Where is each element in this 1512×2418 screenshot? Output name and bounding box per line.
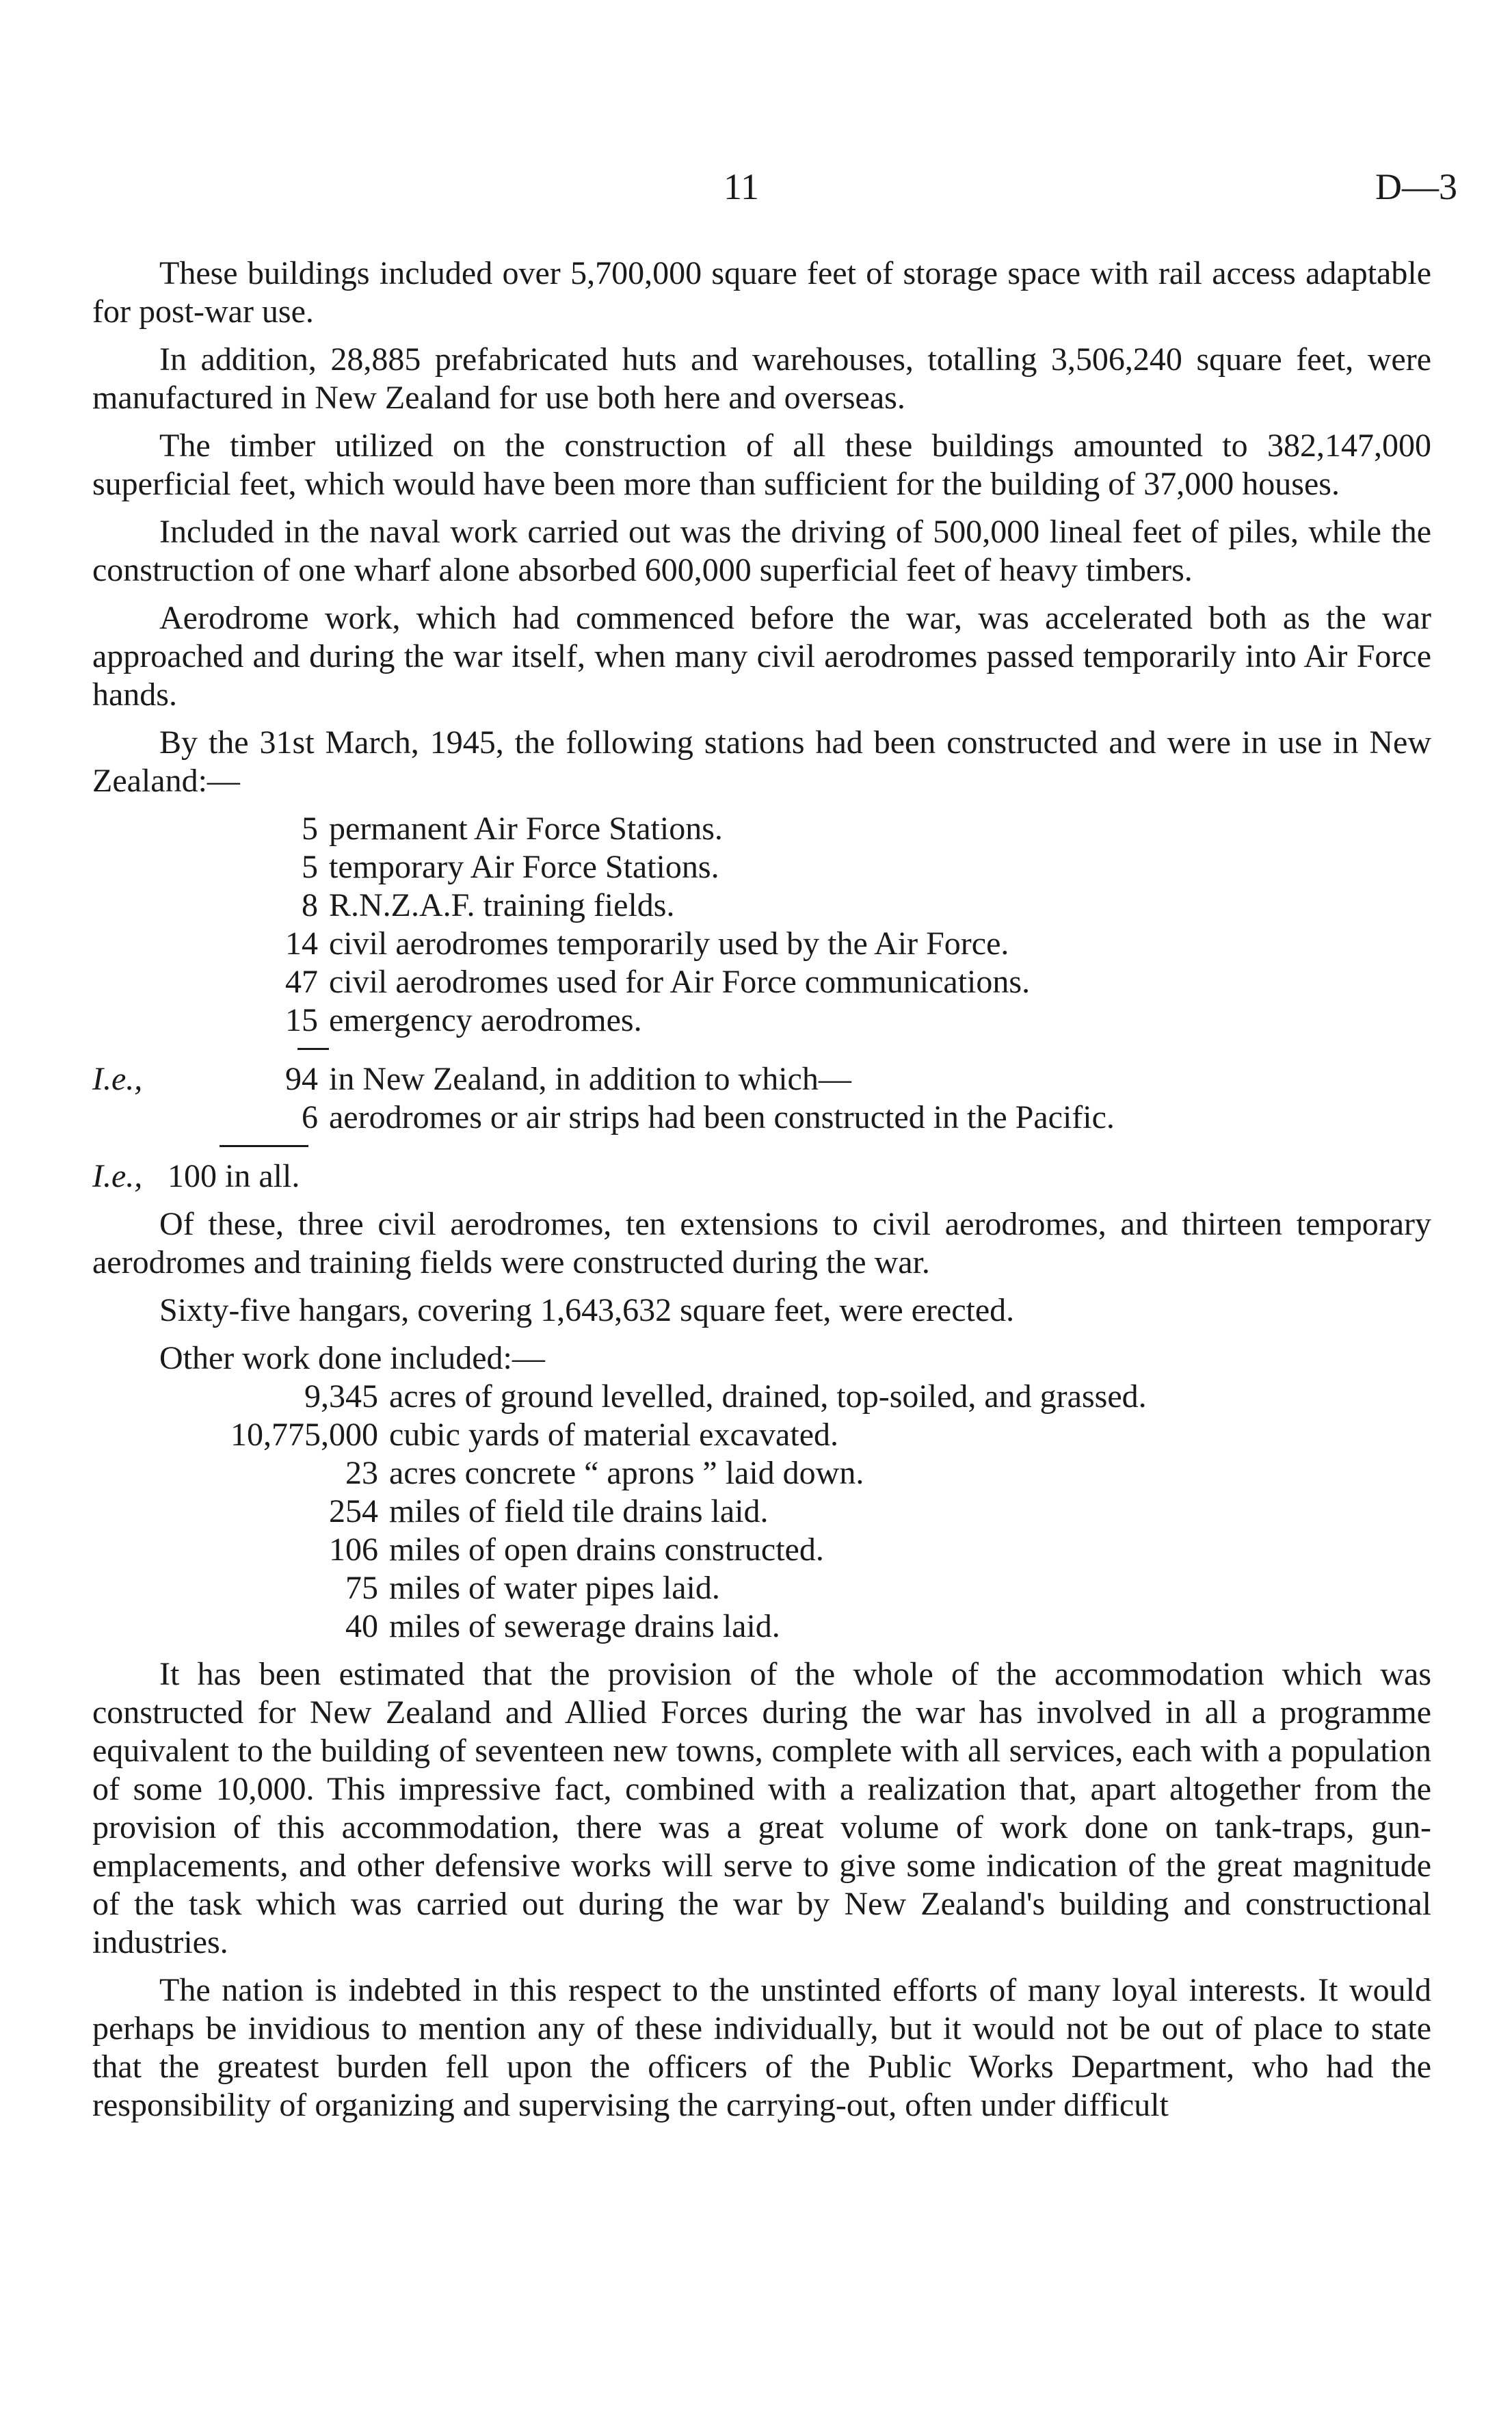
document-body [92,254,1431,2134]
works-list [92,1378,1431,1646]
all-total-text: 100 in all. [168,1158,300,1194]
work-description: acres of ground levelled, drained, top-soiled, and grassed. [389,1378,1147,1415]
work-quantity: 40 [345,1608,378,1644]
list-item [92,1099,1431,1137]
work-quantity: 9,345 [304,1378,378,1415]
list-item [92,1001,1431,1040]
paragraph: It has been estimated that the provision of the whole of the accommodation which was constructed for New Zealand and Allied Forces during the war has involved in all a programme equivalent to the building of seventeen new towns, complete with all services, each with a population of some 10,000. This impressive fact, combined with a realization that, apart altogether from the provision of this accommodation, there was a great volume of work done on tank-traps, gun-emplacements, and other defensive works will serve to give some indication of the great magnitude of the task which was carried out during the war by New Zealand's building and constructional industries. [92,1656,1431,1960]
work-quantity: 23 [345,1455,378,1491]
work-description: cubic yards of material excavated. [389,1417,838,1453]
list-item [92,886,1431,925]
work-description: miles of field tile drains laid. [389,1493,769,1529]
stations-list [92,810,1431,1196]
station-type: civil aerodromes temporarily used by the Air Force. [329,925,1009,962]
list-item [92,1157,1431,1196]
list-item [92,925,1431,963]
list-item [92,1416,1431,1454]
page-number: 11 [724,166,759,207]
paragraph: By the 31st March, 1945, the following stations had been constructed and were in use in New Zealand:— [92,724,1431,799]
station-count: 47 [285,964,318,1000]
work-description: miles of water pipes laid. [389,1570,720,1606]
paragraph: Other work done included:— [159,1340,545,1376]
list-item [92,1060,1431,1099]
paragraph: Included in the naval work carried out was the driving of 500,000 lineal feet of piles, while the construction of one wharf alone absorbed 600,000 superficial feet of heavy timbers. [92,514,1431,588]
paragraph: Aerodrome work, which had commenced before the war, was accelerated both as the war approached and during the war itself, when many civil aerodromes passed temporarily into Air Force hands. [92,600,1431,713]
station-type: permanent Air Force Stations. [329,811,723,847]
list-item [92,1493,1431,1531]
station-count: 5 [302,849,318,885]
paragraph: These buildings included over 5,700,000 square feet of storage space with rail access adaptable for post-war use. [92,255,1431,330]
work-quantity: 75 [345,1570,378,1606]
station-type: emergency aerodromes. [329,1002,642,1038]
pacific-text: aerodromes or air strips had been constructed in the Pacific. [329,1099,1115,1135]
page-header [0,159,1512,213]
station-type: R.N.Z.A.F. training fields. [329,887,675,923]
sum-rule [92,1137,1431,1157]
sum-rule [92,1040,1431,1060]
pacific-count: 6 [302,1099,318,1135]
list-item [92,1607,1431,1646]
ie-label: I.e., [92,1061,143,1097]
list-item [92,1454,1431,1493]
list-item [92,810,1431,848]
list-item [92,848,1431,886]
paragraph: The nation is indebted in this respect to the unstinted efforts of many loyal interests. It would perhaps be invidious to mention any of these individually, but it would not be out of place to state that the greatest burden fell upon the officers of the Public Works Department, who had the responsibility of organizing and supervising the carrying-out, often under difficult [92,1972,1431,2123]
station-count: 14 [285,925,318,962]
work-quantity: 10,775,000 [230,1417,378,1453]
nz-total-count: 94 [285,1061,318,1097]
paragraph: The timber utilized on the construction of all these buildings amounted to 382,147,000 superficial feet, which would have been more than sufficient for the building of 37,000 houses. [92,428,1431,502]
station-count: 15 [285,1002,318,1038]
list-item [92,1569,1431,1607]
list-item [92,1531,1431,1569]
paragraph: Sixty-five hangars, covering 1,643,632 square feet, were erected. [159,1292,1015,1328]
list-item [92,963,1431,1001]
station-count: 5 [302,811,318,847]
station-type: civil aerodromes used for Air Force communications. [329,964,1031,1000]
list-item [92,1378,1431,1416]
document-reference: D—3 [1375,166,1457,207]
paragraph: Of these, three civil aerodromes, ten extensions to civil aerodromes, and thirteen temporary aerodromes and training fields were constructed during the war. [92,1206,1431,1280]
work-quantity: 106 [329,1532,378,1568]
nz-total-text: in New Zealand, in addition to which— [329,1061,851,1097]
work-description: miles of sewerage drains laid. [389,1608,780,1644]
station-count: 8 [302,887,318,923]
ie-label: I.e., [92,1158,143,1194]
work-quantity: 254 [329,1493,378,1529]
work-description: acres concrete “ aprons ” laid down. [389,1455,864,1491]
work-description: miles of open drains constructed. [389,1532,824,1568]
paragraph: In addition, 28,885 prefabricated huts and warehouses, totalling 3,506,240 square feet, were manufactured in New Zealand for use both here and overseas. [92,341,1431,416]
station-type: temporary Air Force Stations. [329,849,719,885]
